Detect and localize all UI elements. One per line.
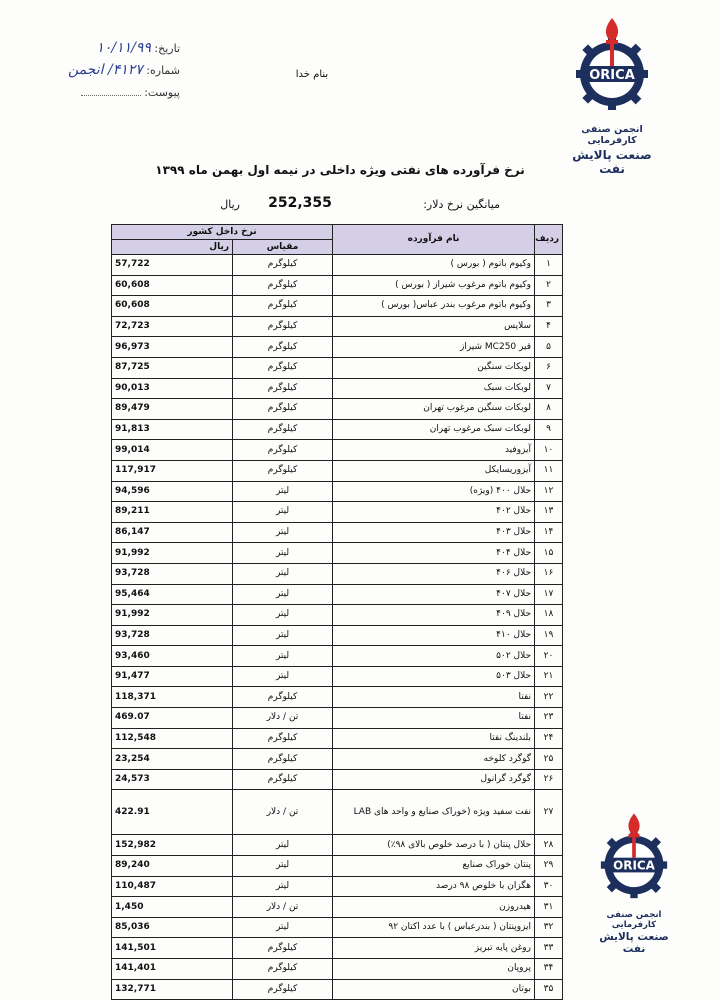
product-name: حلال ۴۰۲ bbox=[333, 502, 535, 523]
row-number: ۲۹ bbox=[535, 856, 563, 877]
unit-cell: کیلوگرم bbox=[233, 275, 333, 296]
price-cell: 422.91 bbox=[112, 790, 233, 835]
row-number: ۳۴ bbox=[535, 959, 563, 980]
price-table bbox=[111, 224, 563, 1000]
unit-cell: کیلوگرم bbox=[233, 255, 333, 276]
unit-cell: لیتر bbox=[233, 522, 333, 543]
unit-cell: کیلوگرم bbox=[233, 378, 333, 399]
row-number: ۱۸ bbox=[535, 605, 563, 626]
unit-cell: کیلوگرم bbox=[233, 399, 333, 420]
product-name: روغن پایه تبریز bbox=[333, 938, 535, 959]
table-row bbox=[112, 481, 563, 502]
row-number: ۱۹ bbox=[535, 625, 563, 646]
unit-cell: تن / دلار bbox=[233, 790, 333, 835]
product-name: حلال ۵۰۳ bbox=[333, 666, 535, 687]
header-domestic: نرخ داخل کشور bbox=[112, 225, 333, 240]
dollar-rate-value: 252,355 bbox=[268, 195, 332, 211]
price-cell: 94,596 bbox=[112, 481, 233, 502]
table-row bbox=[112, 749, 563, 770]
price-cell: 91,813 bbox=[112, 419, 233, 440]
logo-mark-text: ORICA bbox=[613, 858, 655, 873]
unit-cell: کیلوگرم bbox=[233, 337, 333, 358]
product-name: لوبکات سنگین مرغوب تهران bbox=[333, 399, 535, 420]
row-number: ۱۱ bbox=[535, 460, 563, 481]
unit-cell: لیتر bbox=[233, 646, 333, 667]
table-row bbox=[112, 625, 563, 646]
price-cell: 72,723 bbox=[112, 316, 233, 337]
table-row bbox=[112, 584, 563, 605]
price-cell: 96,973 bbox=[112, 337, 233, 358]
row-number: ۱۲ bbox=[535, 481, 563, 502]
header-price: ریال bbox=[112, 240, 233, 255]
price-cell: 91,477 bbox=[112, 666, 233, 687]
price-cell: 24,573 bbox=[112, 769, 233, 790]
logo-mark-text: ORICA bbox=[589, 68, 635, 83]
row-number: ۱۵ bbox=[535, 543, 563, 564]
price-cell: 112,548 bbox=[112, 728, 233, 749]
price-cell: 89,211 bbox=[112, 502, 233, 523]
price-cell: 60,608 bbox=[112, 296, 233, 317]
table-row bbox=[112, 856, 563, 877]
table-row bbox=[112, 460, 563, 481]
row-number: ۳۰ bbox=[535, 876, 563, 897]
row-number: ۲۵ bbox=[535, 749, 563, 770]
orica-gear-icon bbox=[562, 12, 662, 112]
price-cell: 91,992 bbox=[112, 543, 233, 564]
product-name: هگزان با خلوص ۹۸ درصد bbox=[333, 876, 535, 897]
unit-cell: لیتر bbox=[233, 502, 333, 523]
row-number: ۲۰ bbox=[535, 646, 563, 667]
price-cell: 93,460 bbox=[112, 646, 233, 667]
unit-cell: کیلوگرم bbox=[233, 296, 333, 317]
product-name: گوگرد گرانول bbox=[333, 769, 535, 790]
product-name: آیزوریسایکل bbox=[333, 460, 535, 481]
product-name: هیدروزن bbox=[333, 897, 535, 918]
table-row bbox=[112, 316, 563, 337]
product-name: حلال ۴۱۰ bbox=[333, 625, 535, 646]
product-name: حلال ۴۰۰ (ویژه) bbox=[333, 481, 535, 502]
row-number: ۹ bbox=[535, 419, 563, 440]
table-row bbox=[112, 440, 563, 461]
product-name: لوبکات سنگین bbox=[333, 357, 535, 378]
price-cell: 57,722 bbox=[112, 255, 233, 276]
row-number: ۸ bbox=[535, 399, 563, 420]
table-row bbox=[112, 357, 563, 378]
table-row bbox=[112, 646, 563, 667]
price-cell: 91,992 bbox=[112, 605, 233, 626]
unit-cell: لیتر bbox=[233, 917, 333, 938]
table-row bbox=[112, 728, 563, 749]
row-number: ۷ bbox=[535, 378, 563, 399]
number-row bbox=[0, 62, 180, 78]
attachment-row bbox=[80, 86, 180, 99]
table-row bbox=[112, 897, 563, 918]
row-number: ۱۷ bbox=[535, 584, 563, 605]
table-row bbox=[112, 337, 563, 358]
table-row bbox=[112, 979, 563, 1000]
logo-line1: انجمن صنفی کارفرمایی bbox=[581, 124, 643, 146]
price-cell: 89,240 bbox=[112, 856, 233, 877]
row-number: ۲۲ bbox=[535, 687, 563, 708]
row-number: ۱۶ bbox=[535, 563, 563, 584]
row-number: ۲۸ bbox=[535, 835, 563, 856]
table-row bbox=[112, 769, 563, 790]
row-number: ۲۷ bbox=[535, 790, 563, 835]
price-cell: 60,608 bbox=[112, 275, 233, 296]
unit-cell: کیلوگرم bbox=[233, 769, 333, 790]
table-row bbox=[112, 522, 563, 543]
header-product: نام فرآورده bbox=[333, 225, 535, 255]
product-name: بوتان bbox=[333, 979, 535, 1000]
product-name: وکیوم باتوم مرغوب شیراز ( بورس ) bbox=[333, 275, 535, 296]
product-name: حلال ۴۰۳ bbox=[333, 522, 535, 543]
price-cell: 1,450 bbox=[112, 897, 233, 918]
table-row bbox=[112, 938, 563, 959]
product-name: حلال ۵۰۲ bbox=[333, 646, 535, 667]
unit-cell: تن / دلار bbox=[233, 708, 333, 729]
product-name: پنتان خوراک صنایع bbox=[333, 856, 535, 877]
price-cell: 141,401 bbox=[112, 959, 233, 980]
table-row bbox=[112, 605, 563, 626]
unit-cell: لیتر bbox=[233, 563, 333, 584]
row-number: ۲ bbox=[535, 275, 563, 296]
table-row bbox=[112, 666, 563, 687]
header-radif: ردیف bbox=[535, 225, 563, 255]
table-row bbox=[112, 835, 563, 856]
unit-cell: کیلوگرم bbox=[233, 440, 333, 461]
table-row bbox=[112, 563, 563, 584]
table-row bbox=[112, 502, 563, 523]
table-row bbox=[112, 419, 563, 440]
header-unit: مقیاس bbox=[233, 240, 333, 255]
price-cell: 89,479 bbox=[112, 399, 233, 420]
table-row bbox=[112, 959, 563, 980]
date-value: ۱۰/۱۱/۹۹ bbox=[96, 40, 151, 56]
table-row bbox=[112, 543, 563, 564]
unit-cell: کیلوگرم bbox=[233, 938, 333, 959]
unit-cell: کیلوگرم bbox=[233, 979, 333, 1000]
table-row bbox=[112, 378, 563, 399]
product-name: گوگرد کلوخه bbox=[333, 749, 535, 770]
table-row bbox=[112, 876, 563, 897]
unit-cell: لیتر bbox=[233, 835, 333, 856]
product-name: حلال ۴۰۴ bbox=[333, 543, 535, 564]
logo-line2: صنعت پالایش نفت bbox=[599, 931, 669, 955]
logo-line2: صنعت پالایش نفت bbox=[572, 148, 652, 176]
unit-cell: کیلوگرم bbox=[233, 419, 333, 440]
product-name: پروپان bbox=[333, 959, 535, 980]
dollar-rate-unit: ریال bbox=[220, 198, 240, 211]
price-cell: 90,013 bbox=[112, 378, 233, 399]
unit-cell: کیلوگرم bbox=[233, 460, 333, 481]
row-number: ۳۲ bbox=[535, 917, 563, 938]
product-name: حلال پنتان ( با درصد خلوص بالای ۹۸٪) bbox=[333, 835, 535, 856]
table-row bbox=[112, 687, 563, 708]
price-cell: 132,771 bbox=[112, 979, 233, 1000]
row-number: ۳۵ bbox=[535, 979, 563, 1000]
unit-cell: لیتر bbox=[233, 543, 333, 564]
table-body bbox=[112, 255, 563, 1000]
date-row bbox=[40, 40, 180, 56]
price-cell: 110,487 bbox=[112, 876, 233, 897]
product-name: لوبکات سبک bbox=[333, 378, 535, 399]
product-name: نفتا bbox=[333, 687, 535, 708]
unit-cell: لیتر bbox=[233, 605, 333, 626]
row-number: ۲۳ bbox=[535, 708, 563, 729]
product-name: نفت سفید ویژه (خوراک صنایع و واحد های LAB bbox=[333, 790, 535, 835]
orica-gear-icon bbox=[588, 808, 680, 900]
row-number: ۵ bbox=[535, 337, 563, 358]
price-cell: 99,014 bbox=[112, 440, 233, 461]
unit-cell: کیلوگرم bbox=[233, 357, 333, 378]
date-label: تاریخ: bbox=[154, 42, 180, 55]
unit-cell: لیتر bbox=[233, 856, 333, 877]
product-name: حلال ۴۰۷ bbox=[333, 584, 535, 605]
row-number: ۲۶ bbox=[535, 769, 563, 790]
unit-cell: کیلوگرم bbox=[233, 687, 333, 708]
price-cell: 141,501 bbox=[112, 938, 233, 959]
number-label: شماره: bbox=[146, 64, 180, 77]
price-cell: 152,982 bbox=[112, 835, 233, 856]
price-cell: 117,917 bbox=[112, 460, 233, 481]
row-number: ۱۳ bbox=[535, 502, 563, 523]
row-number: ۲۴ bbox=[535, 728, 563, 749]
price-cell: 93,728 bbox=[112, 625, 233, 646]
product-name: بلندینگ نفتا bbox=[333, 728, 535, 749]
row-number: ۱۴ bbox=[535, 522, 563, 543]
table-row bbox=[112, 255, 563, 276]
bismillah: بنام خدا bbox=[295, 69, 329, 80]
price-cell: 95,464 bbox=[112, 584, 233, 605]
product-name: ایزوپنتان ( بندرعباس ) با عدد اکتان ۹۲ bbox=[333, 917, 535, 938]
price-cell: 86,147 bbox=[112, 522, 233, 543]
logo-line1: انجمن صنفی کارفرمایی bbox=[606, 910, 662, 930]
unit-cell: لیتر bbox=[233, 666, 333, 687]
unit-cell: کیلوگرم bbox=[233, 749, 333, 770]
number-value: ۴۱۲۷/ انجمن bbox=[67, 62, 143, 78]
product-name: وکیوم باتوم ( بورس ) bbox=[333, 255, 535, 276]
orica-logo-bottom bbox=[588, 808, 680, 955]
row-number: ۶ bbox=[535, 357, 563, 378]
price-cell: 93,728 bbox=[112, 563, 233, 584]
dollar-rate-label: میانگین نرخ دلار: bbox=[423, 198, 500, 211]
row-number: ۳۱ bbox=[535, 897, 563, 918]
table-row bbox=[112, 296, 563, 317]
orica-logo-top bbox=[562, 12, 662, 176]
row-number: ۳۳ bbox=[535, 938, 563, 959]
unit-cell: لیتر bbox=[233, 584, 333, 605]
product-name: آیزوفید bbox=[333, 440, 535, 461]
row-number: ۴ bbox=[535, 316, 563, 337]
unit-cell: لیتر bbox=[233, 876, 333, 897]
product-name: وکیوم باتوم مرغوب بندر عباس( بورس ) bbox=[333, 296, 535, 317]
unit-cell: کیلوگرم bbox=[233, 316, 333, 337]
price-cell: 23,254 bbox=[112, 749, 233, 770]
attachment-label: پیوست: bbox=[144, 86, 180, 99]
row-number: ۱۰ bbox=[535, 440, 563, 461]
row-number: ۳ bbox=[535, 296, 563, 317]
row-number: ۲۱ bbox=[535, 666, 563, 687]
product-name: حلال ۴۰۶ bbox=[333, 563, 535, 584]
price-cell: 85,036 bbox=[112, 917, 233, 938]
table-row bbox=[112, 708, 563, 729]
product-name: سلاپس bbox=[333, 316, 535, 337]
price-cell: 118,371 bbox=[112, 687, 233, 708]
price-cell: 469.07 bbox=[112, 708, 233, 729]
unit-cell: لیتر bbox=[233, 625, 333, 646]
product-name: قیر MC250 شیراز bbox=[333, 337, 535, 358]
unit-cell: لیتر bbox=[233, 481, 333, 502]
price-cell: 87,725 bbox=[112, 357, 233, 378]
table-row bbox=[112, 275, 563, 296]
product-name: حلال ۴۰۹ bbox=[333, 605, 535, 626]
product-name: نفتا bbox=[333, 708, 535, 729]
page-title: نرخ فرآورده های نفتی ویژه داخلی در نیمه اول بهمن ماه ۱۳۹۹ bbox=[155, 163, 525, 177]
unit-cell: تن / دلار bbox=[233, 897, 333, 918]
table-row bbox=[112, 399, 563, 420]
table-row bbox=[112, 917, 563, 938]
product-name: لوبکات سبک مرغوب تهران bbox=[333, 419, 535, 440]
table-row bbox=[112, 790, 563, 835]
unit-cell: کیلوگرم bbox=[233, 728, 333, 749]
unit-cell: کیلوگرم bbox=[233, 959, 333, 980]
row-number: ۱ bbox=[535, 255, 563, 276]
